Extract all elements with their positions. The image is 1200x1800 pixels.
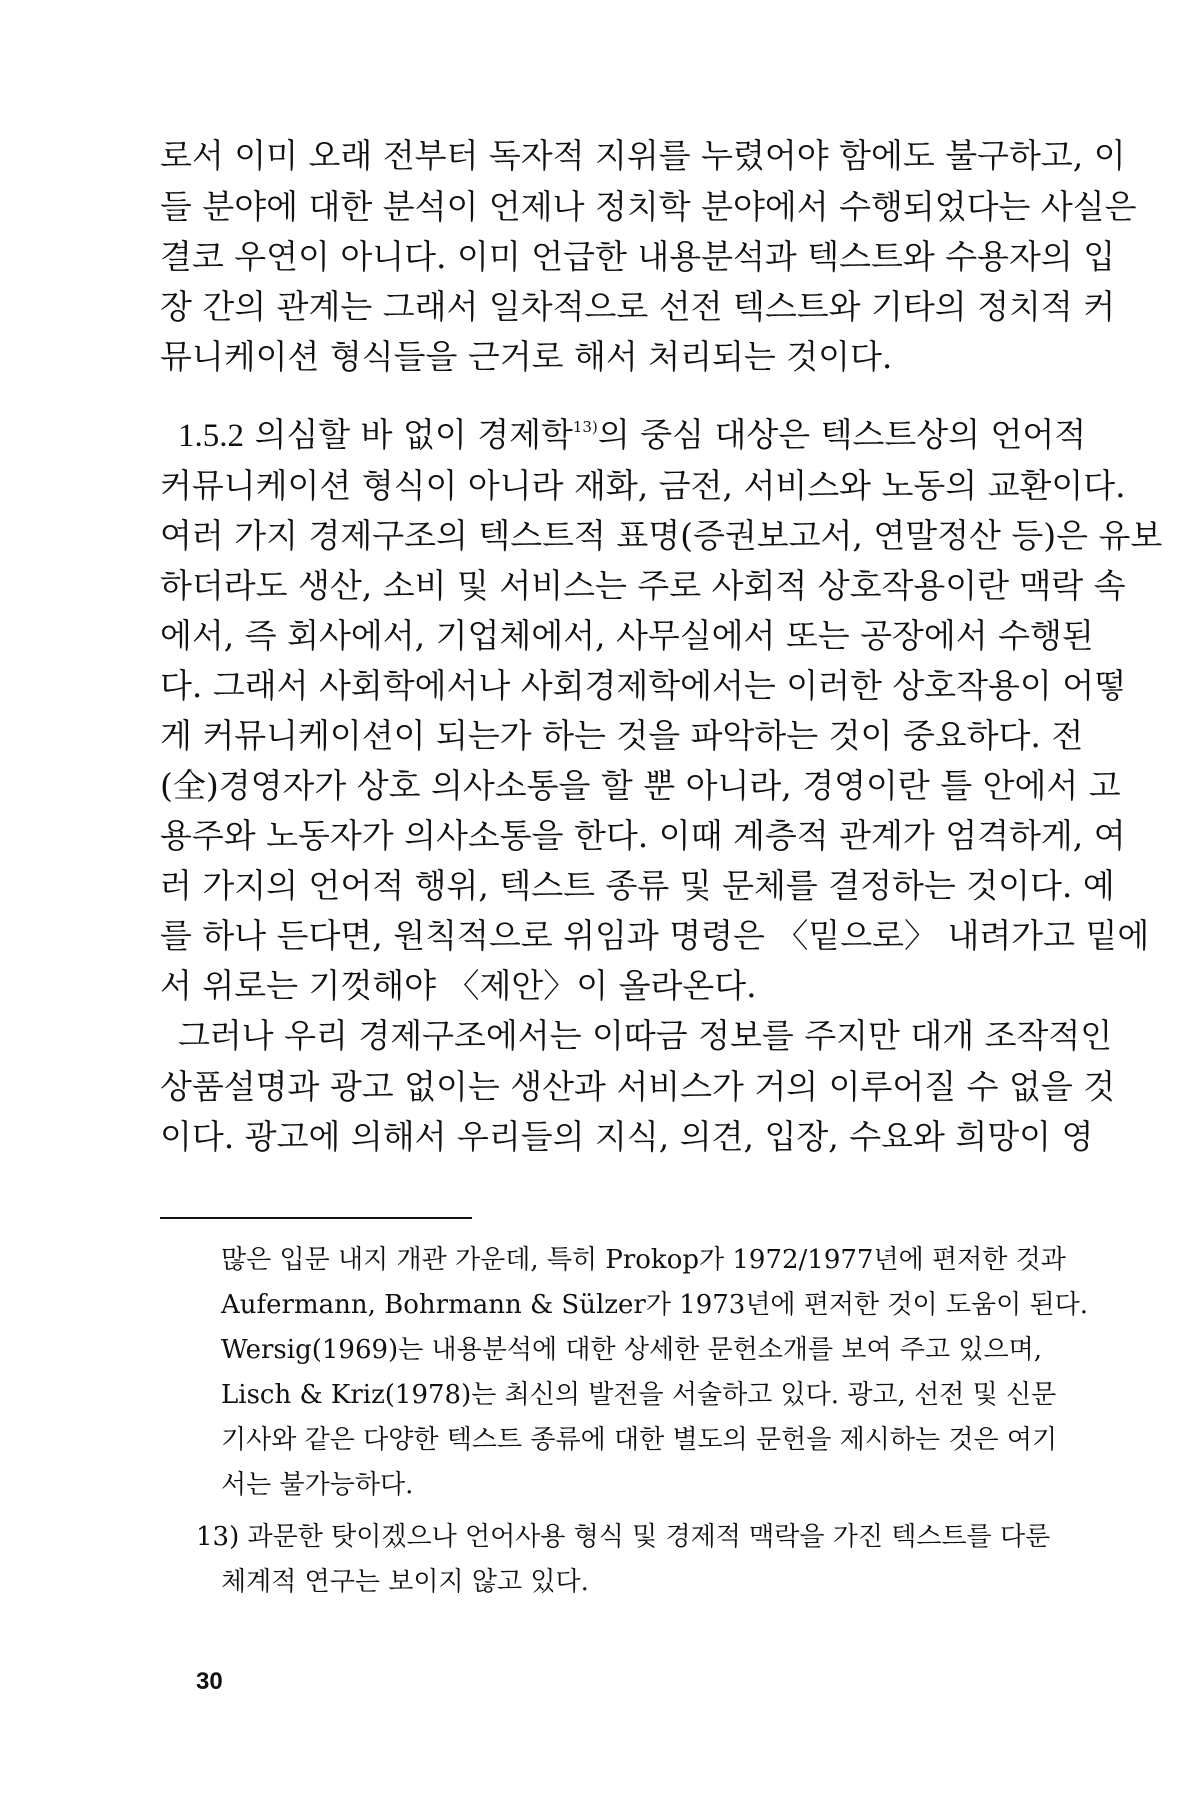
body-line: 로서 이미 오래 전부터 독자적 지위를 누렸어야 함에도 불구하고, 이: [160, 136, 1126, 175]
body-line: 장 간의 관계는 그래서 일차적으로 선전 텍스트와 기타의 정치적 커: [160, 287, 1116, 326]
footnote-line: Wersig(1969)는 내용분석에 대한 상세한 문헌소개를 보여 주고 있으며,: [221, 1335, 1042, 1365]
section-number: 1.5.2: [178, 418, 244, 454]
body-line: 그러나 우리 경제구조에서는 이따금 정보를 주지만 대개 조작적인: [178, 1016, 1113, 1055]
body-line: 결코 우연이 아니다. 이미 언급한 내용분석과 텍스트와 수용자의 입: [160, 237, 1116, 276]
body-line: (全)경영자가 상호 의사소통을 할 뿐 아니라, 경영이란 틀 안에서 고: [160, 766, 1121, 805]
footnote-ref-13: 13): [572, 418, 598, 436]
footnote-13: 13) 과문한 탓이겠으나 언어사용 형식 및 경제적 맥락을 가진 텍스트를 다룬: [196, 1522, 1051, 1552]
section-first-line: [178, 415, 1087, 454]
body-line: 에서, 즉 회사에서, 기업체에서, 사무실에서 또는 공장에서 수행된: [160, 616, 1094, 655]
body-line: 이다. 광고에 의해서 우리들의 지식, 의견, 입장, 수요와 희망이 영: [160, 1117, 1094, 1156]
body-line: 게 커뮤니케이션이 되는가 하는 것을 파악하는 것이 중요하다. 전: [160, 716, 1084, 755]
body-line: 상품설명과 광고 없이는 생산과 서비스가 거의 이루어질 수 없을 것: [160, 1067, 1116, 1106]
body-line: 다. 그래서 사회학에서나 사회경제학에서는 이러한 상호작용이 어떻: [160, 666, 1127, 705]
footnote-line: 많은 입문 내지 개관 가운데, 특히 Prokop가 1972/1977년에 편저한 것과: [221, 1245, 1066, 1275]
footnote-line: 체계적 연구는 보이지 않고 있다.: [221, 1567, 589, 1597]
body-line: 들 분야에 대한 분석이 언제나 정치학 분야에서 수행되었다는 사실은: [160, 187, 1137, 226]
body-text: 의 중심 대상은 텍스트상의 언어적: [597, 415, 1087, 454]
footnote-separator: [160, 1217, 472, 1219]
footnote-line: 서는 불가능하다.: [221, 1470, 414, 1500]
body-line: 뮤니케이션 형식들을 근거로 해서 처리되는 것이다.: [160, 337, 893, 376]
page-number: 30: [196, 1668, 223, 1695]
body-line: 러 가지의 언어적 행위, 텍스트 종류 및 문체를 결정하는 것이다. 예: [160, 866, 1115, 905]
body-line: 여러 가지 경제구조의 텍스트적 표명(증권보고서, 연말정산 등)은 유보: [160, 516, 1163, 555]
body-line: 커뮤니케이션 형식이 아니라 재화, 금전, 서비스와 노동의 교환이다.: [160, 466, 1126, 505]
footnote-line: Lisch & Kriz(1978)는 최신의 발전을 서술하고 있다. 광고, 선전 및 신문: [221, 1380, 1057, 1410]
body-text: 의심할 바 없이 경제학: [254, 415, 573, 454]
body-line: 를 하나 든다면, 원칙적으로 위임과 명령은 〈밑으로〉 내려가고 밑에: [160, 916, 1150, 955]
footnote-line: Aufermann, Bohrmann & Sülzer가 1973년에 편저한 것이 도움이 된다.: [221, 1290, 1089, 1320]
body-line: 서 위로는 기껏해야 〈제안〉이 올라온다.: [160, 966, 757, 1005]
footnote-line: 기사와 같은 다양한 텍스트 종류에 대한 별도의 문헌을 제시하는 것은 여기: [221, 1425, 1058, 1455]
body-line: 하더라도 생산, 소비 및 서비스는 주로 사회적 상호작용이란 맥락 속: [160, 566, 1126, 605]
body-line: 용주와 노동자가 의사소통을 한다. 이때 계층적 관계가 엄격하게, 여: [160, 816, 1126, 855]
